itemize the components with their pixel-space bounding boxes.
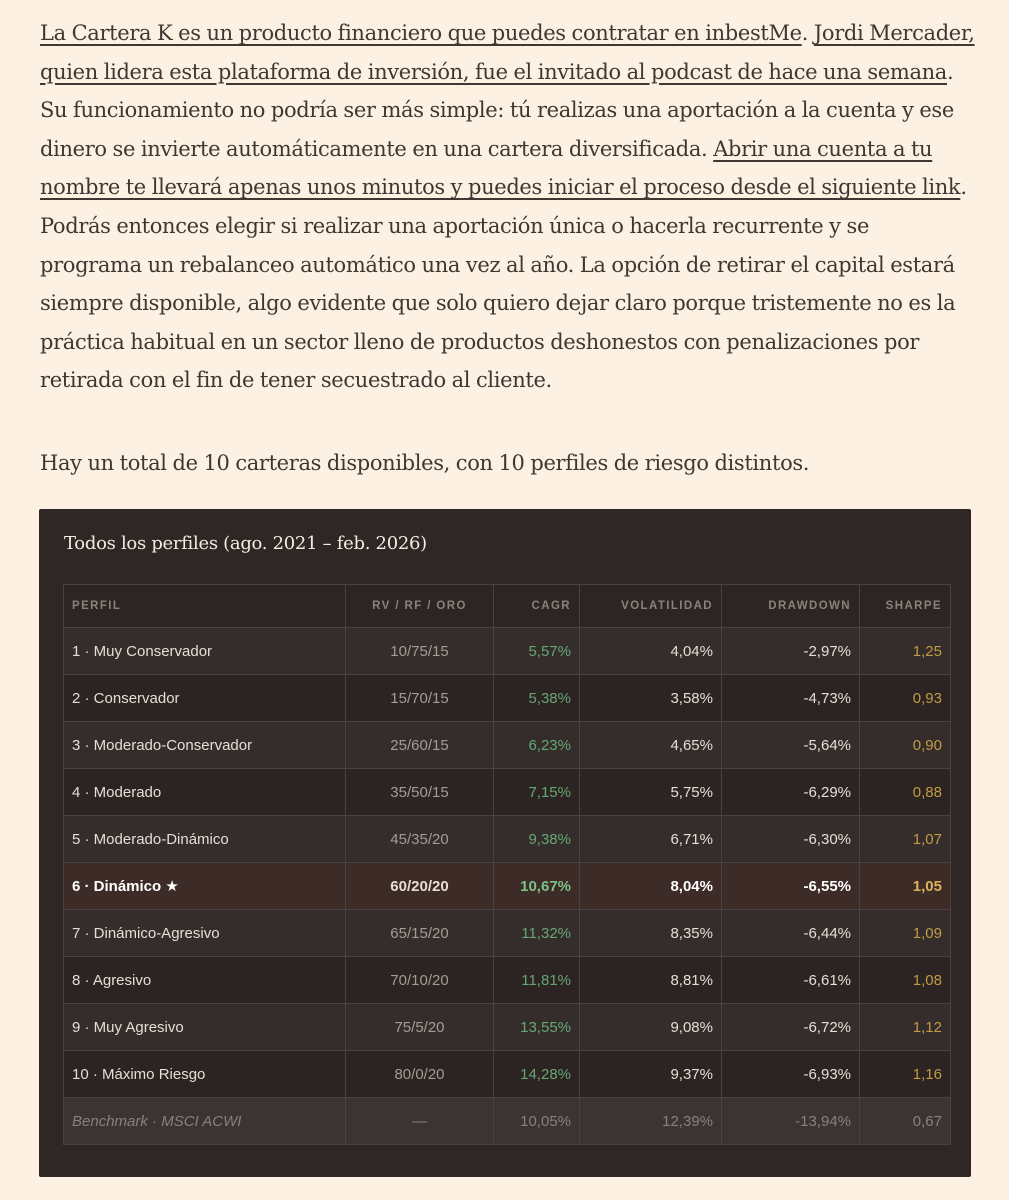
benchmark-row (64, 1098, 951, 1145)
profile-name: 6 · Dinámico ★ (64, 863, 346, 910)
profile-name: 5 · Moderado-Dinámico (64, 816, 346, 863)
profile-sharpe: 1,07 (860, 816, 951, 863)
profile-cagr: 5,57% (494, 628, 580, 675)
profiles-panel (39, 509, 971, 1177)
header-allocation: RV / RF / ORO (346, 585, 494, 628)
profile-allocation: 10/75/15 (346, 628, 494, 675)
table-row (64, 816, 951, 863)
profile-drawdown: -6,30% (722, 816, 860, 863)
table-header-row (64, 585, 951, 628)
profile-volatility: 3,58% (580, 675, 722, 722)
profile-cagr: 10,67% (494, 863, 580, 910)
header-cagr: CAGR (494, 585, 580, 628)
benchmark-volatility: 12,39% (580, 1098, 722, 1145)
profile-cagr: 9,38% (494, 816, 580, 863)
profile-cagr: 11,32% (494, 910, 580, 957)
benchmark-sharpe: 0,67 (860, 1098, 951, 1145)
profile-allocation: 65/15/20 (346, 910, 494, 957)
profile-cagr: 6,23% (494, 722, 580, 769)
profile-drawdown: -6,44% (722, 910, 860, 957)
profile-sharpe: 1,25 (860, 628, 951, 675)
profile-allocation: 80/0/20 (346, 1051, 494, 1098)
profile-name: 7 · Dinámico-Agresivo (64, 910, 346, 957)
profile-drawdown: -6,93% (722, 1051, 860, 1098)
profile-cagr: 5,38% (494, 675, 580, 722)
header-drawdown: DRAWDOWN (722, 585, 860, 628)
profiles-table (63, 584, 951, 1145)
header-sharpe: SHARPE (860, 585, 951, 628)
profile-name: 10 · Máximo Riesgo (64, 1051, 346, 1098)
profile-volatility: 5,75% (580, 769, 722, 816)
inbestme-link[interactable]: La Cartera K es un producto financiero que puedes contratar en inbestMe (40, 21, 802, 45)
profile-allocation: 75/5/20 (346, 1004, 494, 1051)
paragraph-text: . Podrás entonces elegir si realizar una aportación única o hacerla recurrente y se programa un rebalanceo automático una vez al año. La opción de retirar el capital estará siempre disponible, algo evidente que solo quiero dejar claro porque tristemente no es la práctica habitual en un sector lleno de productos deshonestos con penalizaciones por retirada con el fin de tener secuestrado al cliente. (40, 175, 967, 393)
profile-name: 2 · Conservador (64, 675, 346, 722)
profile-drawdown: -6,72% (722, 1004, 860, 1051)
profile-name: 8 · Agresivo (64, 957, 346, 1004)
profile-sharpe: 1,08 (860, 957, 951, 1004)
profile-drawdown: -6,55% (722, 863, 860, 910)
table-row (64, 910, 951, 957)
open-account-link[interactable]: Abrir una cuenta a tu nombre te llevará apenas unos minutos y puedes iniciar el proceso desde el siguiente link (40, 136, 961, 200)
profile-allocation: 15/70/15 (346, 675, 494, 722)
table-row (64, 675, 951, 722)
profile-name: 3 · Moderado-Conservador (64, 722, 346, 769)
profile-allocation: 45/35/20 (346, 816, 494, 863)
profile-drawdown: -5,64% (722, 722, 860, 769)
profile-volatility: 4,65% (580, 722, 722, 769)
profile-allocation: 70/10/20 (346, 957, 494, 1004)
table-row (64, 1004, 951, 1051)
profile-name: 4 · Moderado (64, 769, 346, 816)
profile-volatility: 4,04% (580, 628, 722, 675)
summary-paragraph: Hay un total de 10 carteras disponibles, con 10 perfiles de riesgo distintos. (40, 451, 810, 475)
profile-sharpe: 1,09 (860, 910, 951, 957)
table-row (64, 628, 951, 675)
profile-cagr: 7,15% (494, 769, 580, 816)
profile-sharpe: 1,12 (860, 1004, 951, 1051)
profile-drawdown: -6,29% (722, 769, 860, 816)
profile-volatility: 6,71% (580, 816, 722, 863)
header-perfil: PERFIL (64, 585, 346, 628)
profile-drawdown: -6,61% (722, 957, 860, 1004)
profile-volatility: 8,81% (580, 957, 722, 1004)
profile-volatility: 8,04% (580, 863, 722, 910)
panel-title: Todos los perfiles (ago. 2021 – feb. 2026) (64, 533, 427, 554)
profile-drawdown: -4,73% (722, 675, 860, 722)
table-row-highlighted (64, 863, 951, 910)
profile-volatility: 8,35% (580, 910, 722, 957)
profile-name: 9 · Muy Agresivo (64, 1004, 346, 1051)
paragraph-text: . (801, 21, 814, 45)
article (40, 14, 975, 475)
profile-volatility: 9,08% (580, 1004, 722, 1051)
podcast-link[interactable]: Jordi Mercader, quien lidera esta plataforma de inversión, fue el invitado al podcast de hace una semana (40, 21, 975, 84)
table-row (64, 957, 951, 1004)
paragraph-text: . Su funcionamiento no podría ser más simple: tú realizas una aportación a la cuenta y ese dinero se invierte automáticamente en una cartera diversificada. (40, 59, 954, 161)
profile-allocation: 25/60/15 (346, 722, 494, 769)
profile-allocation: 60/20/20 (346, 863, 494, 910)
table-row (64, 722, 951, 769)
benchmark-name: Benchmark · MSCI ACWI (64, 1098, 346, 1145)
profile-allocation: 35/50/15 (346, 769, 494, 816)
profile-sharpe: 0,93 (860, 675, 951, 722)
profile-sharpe: 0,90 (860, 722, 951, 769)
profile-sharpe: 0,88 (860, 769, 951, 816)
profile-cagr: 11,81% (494, 957, 580, 1004)
benchmark-allocation: — (346, 1098, 494, 1145)
intro-paragraph (40, 14, 975, 400)
table-row (64, 1051, 951, 1098)
profile-sharpe: 1,05 (860, 863, 951, 910)
profile-sharpe: 1,16 (860, 1051, 951, 1098)
header-volatility: VOLATILIDAD (580, 585, 722, 628)
profile-cagr: 14,28% (494, 1051, 580, 1098)
profile-cagr: 13,55% (494, 1004, 580, 1051)
profile-name: 1 · Muy Conservador (64, 628, 346, 675)
benchmark-drawdown: -13,94% (722, 1098, 860, 1145)
profile-volatility: 9,37% (580, 1051, 722, 1098)
table-row (64, 769, 951, 816)
benchmark-cagr: 10,05% (494, 1098, 580, 1145)
profile-drawdown: -2,97% (722, 628, 860, 675)
